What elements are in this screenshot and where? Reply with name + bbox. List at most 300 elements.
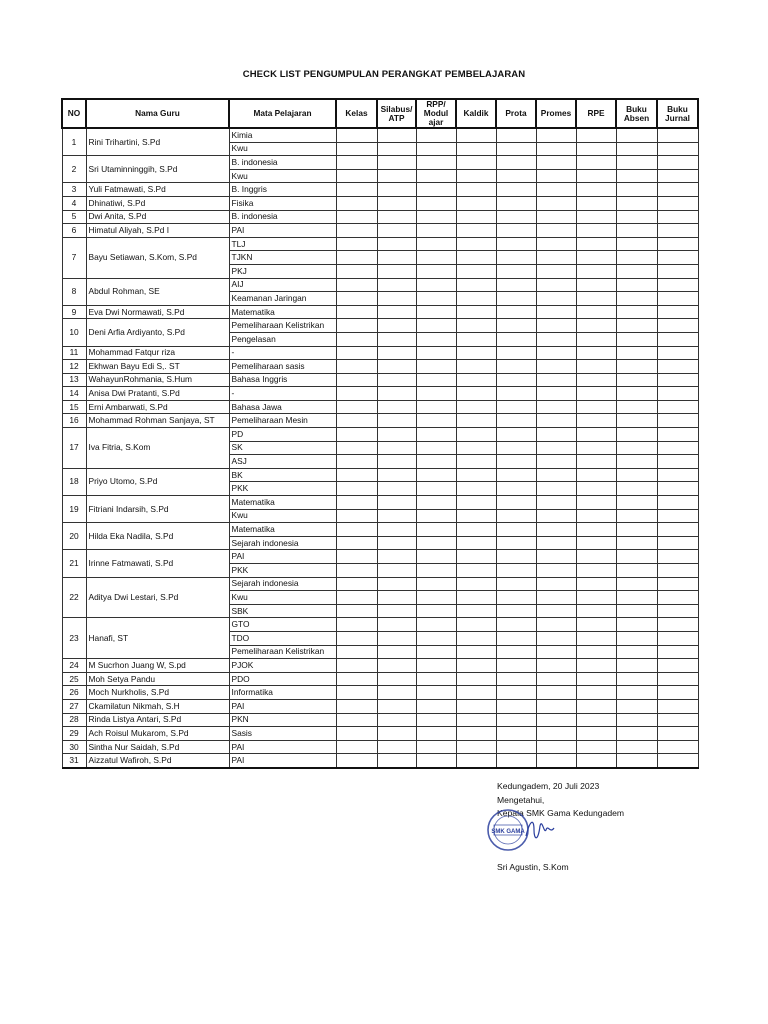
cell-mata-pelajaran: Matematika <box>229 305 336 319</box>
cell-silabus-checkbox <box>377 482 416 496</box>
cell-buku-absen-checkbox <box>616 414 657 428</box>
cell-nama-guru: Yuli Fatmawati, S.Pd <box>86 183 229 197</box>
cell-buku-absen-checkbox <box>616 455 657 469</box>
cell-mata-pelajaran: Sejarah indonesia <box>229 536 336 550</box>
cell-rpp-checkbox <box>416 292 456 306</box>
cell-buku-jurnal-checkbox <box>657 727 698 741</box>
table-row <box>62 360 698 374</box>
header-buku-absen: Buku Absen <box>616 99 657 128</box>
cell-promes-checkbox <box>536 591 576 605</box>
cell-buku-absen-checkbox <box>616 237 657 251</box>
cell-promes-checkbox <box>536 346 576 360</box>
cell-kelas-checkbox <box>336 672 377 686</box>
cell-rpe-checkbox <box>576 672 616 686</box>
cell-nama-guru: Rinda Listya Antari, S.Pd <box>86 713 229 727</box>
cell-prota-checkbox <box>496 577 536 591</box>
cell-promes-checkbox <box>536 400 576 414</box>
cell-silabus-checkbox <box>377 278 416 292</box>
cell-no: 4 <box>62 196 86 210</box>
cell-buku-jurnal-checkbox <box>657 278 698 292</box>
cell-buku-absen-checkbox <box>616 183 657 197</box>
cell-nama-guru: Hanafi, ST <box>86 618 229 659</box>
cell-kelas-checkbox <box>336 713 377 727</box>
cell-rpp-checkbox <box>416 360 456 374</box>
cell-no: 9 <box>62 305 86 319</box>
cell-buku-jurnal-checkbox <box>657 740 698 754</box>
cell-kaldik-checkbox <box>456 659 496 673</box>
cell-kaldik-checkbox <box>456 264 496 278</box>
cell-prota-checkbox <box>496 373 536 387</box>
cell-rpp-checkbox <box>416 128 456 142</box>
cell-mata-pelajaran: Bahasa Inggris <box>229 373 336 387</box>
cell-mata-pelajaran: Kwu <box>229 591 336 605</box>
cell-mata-pelajaran: PAI <box>229 740 336 754</box>
cell-buku-jurnal-checkbox <box>657 455 698 469</box>
cell-kelas-checkbox <box>336 740 377 754</box>
cell-kaldik-checkbox <box>456 754 496 768</box>
cell-mata-pelajaran: TDO <box>229 631 336 645</box>
cell-rpp-checkbox <box>416 564 456 578</box>
header-promes: Promes <box>536 99 576 128</box>
cell-rpe-checkbox <box>576 156 616 170</box>
cell-kaldik-checkbox <box>456 523 496 537</box>
cell-kaldik-checkbox <box>456 699 496 713</box>
cell-kaldik-checkbox <box>456 292 496 306</box>
place-date: Kedungadem, 20 Juli 2023 <box>497 781 600 791</box>
cell-buku-absen-checkbox <box>616 224 657 238</box>
cell-rpp-checkbox <box>416 577 456 591</box>
cell-promes-checkbox <box>536 564 576 578</box>
cell-mata-pelajaran: PKN <box>229 713 336 727</box>
cell-rpp-checkbox <box>416 740 456 754</box>
cell-prota-checkbox <box>496 169 536 183</box>
cell-nama-guru: Moh Setya Pandu <box>86 672 229 686</box>
cell-mata-pelajaran: PKK <box>229 482 336 496</box>
cell-kaldik-checkbox <box>456 672 496 686</box>
cell-buku-absen-checkbox <box>616 142 657 156</box>
cell-rpe-checkbox <box>576 482 616 496</box>
cell-rpp-checkbox <box>416 699 456 713</box>
cell-buku-jurnal-checkbox <box>657 604 698 618</box>
cell-kaldik-checkbox <box>456 156 496 170</box>
cell-kaldik-checkbox <box>456 564 496 578</box>
cell-silabus-checkbox <box>377 455 416 469</box>
cell-kaldik-checkbox <box>456 278 496 292</box>
cell-rpe-checkbox <box>576 332 616 346</box>
cell-mata-pelajaran: GTO <box>229 618 336 632</box>
cell-silabus-checkbox <box>377 224 416 238</box>
cell-rpp-checkbox <box>416 604 456 618</box>
cell-rpe-checkbox <box>576 455 616 469</box>
cell-rpp-checkbox <box>416 659 456 673</box>
table-row <box>62 523 698 537</box>
cell-buku-absen-checkbox <box>616 591 657 605</box>
cell-buku-absen-checkbox <box>616 645 657 659</box>
cell-buku-jurnal-checkbox <box>657 509 698 523</box>
cell-kelas-checkbox <box>336 564 377 578</box>
table-row <box>62 373 698 387</box>
cell-buku-jurnal-checkbox <box>657 183 698 197</box>
header-kelas: Kelas <box>336 99 377 128</box>
cell-buku-absen-checkbox <box>616 278 657 292</box>
cell-rpp-checkbox <box>416 645 456 659</box>
cell-silabus-checkbox <box>377 128 416 142</box>
cell-no: 5 <box>62 210 86 224</box>
cell-rpe-checkbox <box>576 591 616 605</box>
cell-buku-jurnal-checkbox <box>657 482 698 496</box>
cell-prota-checkbox <box>496 645 536 659</box>
cell-mata-pelajaran: AIJ <box>229 278 336 292</box>
cell-kelas-checkbox <box>336 169 377 183</box>
cell-buku-absen-checkbox <box>616 251 657 265</box>
cell-kelas-checkbox <box>336 482 377 496</box>
cell-promes-checkbox <box>536 360 576 374</box>
cell-buku-jurnal-checkbox <box>657 156 698 170</box>
cell-kaldik-checkbox <box>456 210 496 224</box>
cell-nama-guru: Deni Arfia Ardiyanto, S.Pd <box>86 319 229 346</box>
cell-no: 19 <box>62 496 86 523</box>
cell-rpp-checkbox <box>416 713 456 727</box>
cell-promes-checkbox <box>536 631 576 645</box>
cell-prota-checkbox <box>496 713 536 727</box>
cell-rpp-checkbox <box>416 237 456 251</box>
cell-buku-jurnal-checkbox <box>657 196 698 210</box>
cell-buku-absen-checkbox <box>616 387 657 401</box>
cell-no: 15 <box>62 400 86 414</box>
cell-no: 17 <box>62 428 86 469</box>
cell-prota-checkbox <box>496 482 536 496</box>
cell-silabus-checkbox <box>377 332 416 346</box>
signer-position: Kepala SMK Gama Kedungadem <box>497 808 625 818</box>
cell-buku-absen-checkbox <box>616 740 657 754</box>
cell-nama-guru: Aizzatul Wafiroh, S.Pd <box>86 754 229 768</box>
cell-kaldik-checkbox <box>456 224 496 238</box>
cell-kelas-checkbox <box>336 305 377 319</box>
cell-no: 22 <box>62 577 86 618</box>
cell-prota-checkbox <box>496 618 536 632</box>
cell-promes-checkbox <box>536 523 576 537</box>
cell-prota-checkbox <box>496 387 536 401</box>
cell-silabus-checkbox <box>377 727 416 741</box>
table-row <box>62 727 698 741</box>
cell-buku-jurnal-checkbox <box>657 305 698 319</box>
cell-kaldik-checkbox <box>456 237 496 251</box>
cell-rpp-checkbox <box>416 142 456 156</box>
cell-buku-absen-checkbox <box>616 305 657 319</box>
cell-buku-jurnal-checkbox <box>657 142 698 156</box>
cell-mata-pelajaran: B. indonesia <box>229 156 336 170</box>
cell-buku-jurnal-checkbox <box>657 428 698 442</box>
table-row <box>62 210 698 224</box>
cell-nama-guru: Dhinatiwi, S.Pd <box>86 196 229 210</box>
cell-kelas-checkbox <box>336 618 377 632</box>
cell-prota-checkbox <box>496 604 536 618</box>
cell-buku-jurnal-checkbox <box>657 373 698 387</box>
cell-mata-pelajaran: BK <box>229 468 336 482</box>
cell-rpp-checkbox <box>416 196 456 210</box>
cell-buku-jurnal-checkbox <box>657 128 698 142</box>
cell-prota-checkbox <box>496 754 536 768</box>
cell-silabus-checkbox <box>377 591 416 605</box>
cell-mata-pelajaran: Pemeliharaan sasis <box>229 360 336 374</box>
cell-prota-checkbox <box>496 509 536 523</box>
cell-no: 29 <box>62 727 86 741</box>
cell-mata-pelajaran: TJKN <box>229 251 336 265</box>
cell-buku-jurnal-checkbox <box>657 319 698 333</box>
school-stamp-icon <box>484 800 564 860</box>
cell-buku-absen-checkbox <box>616 196 657 210</box>
cell-prota-checkbox <box>496 564 536 578</box>
cell-silabus-checkbox <box>377 468 416 482</box>
table-row <box>62 196 698 210</box>
cell-no: 7 <box>62 237 86 278</box>
table-row <box>62 672 698 686</box>
document-title: CHECK LIST PENGUMPULAN PERANGKAT PEMBELAJARAN <box>242 69 526 80</box>
cell-nama-guru: Iva Fitria, S.Kom <box>86 428 229 469</box>
table-row <box>62 414 698 428</box>
cell-buku-jurnal-checkbox <box>657 672 698 686</box>
cell-buku-absen-checkbox <box>616 210 657 224</box>
cell-buku-jurnal-checkbox <box>657 564 698 578</box>
cell-rpp-checkbox <box>416 251 456 265</box>
cell-silabus-checkbox <box>377 183 416 197</box>
cell-kelas-checkbox <box>336 659 377 673</box>
cell-rpp-checkbox <box>416 332 456 346</box>
table-row <box>62 183 698 197</box>
cell-rpe-checkbox <box>576 210 616 224</box>
table-row <box>62 496 698 510</box>
cell-rpe-checkbox <box>576 468 616 482</box>
cell-promes-checkbox <box>536 210 576 224</box>
cell-no: 27 <box>62 699 86 713</box>
cell-mata-pelajaran: SBK <box>229 604 336 618</box>
cell-buku-absen-checkbox <box>616 727 657 741</box>
cell-buku-jurnal-checkbox <box>657 237 698 251</box>
cell-prota-checkbox <box>496 319 536 333</box>
cell-prota-checkbox <box>496 672 536 686</box>
cell-kelas-checkbox <box>336 387 377 401</box>
cell-promes-checkbox <box>536 740 576 754</box>
cell-prota-checkbox <box>496 156 536 170</box>
cell-buku-absen-checkbox <box>616 509 657 523</box>
table-row <box>62 128 698 142</box>
cell-kaldik-checkbox <box>456 169 496 183</box>
cell-buku-jurnal-checkbox <box>657 618 698 632</box>
cell-mata-pelajaran: Pemeliharaan Kelistrikan <box>229 645 336 659</box>
cell-mata-pelajaran: PAI <box>229 754 336 768</box>
cell-rpp-checkbox <box>416 455 456 469</box>
cell-buku-jurnal-checkbox <box>657 577 698 591</box>
cell-no: 23 <box>62 618 86 659</box>
cell-buku-absen-checkbox <box>616 468 657 482</box>
cell-mata-pelajaran: - <box>229 346 336 360</box>
table-row <box>62 400 698 414</box>
cell-promes-checkbox <box>536 754 576 768</box>
cell-kelas-checkbox <box>336 264 377 278</box>
cell-silabus-checkbox <box>377 509 416 523</box>
cell-prota-checkbox <box>496 346 536 360</box>
table-row <box>62 346 698 360</box>
table-row <box>62 686 698 700</box>
cell-promes-checkbox <box>536 387 576 401</box>
cell-no: 2 <box>62 156 86 183</box>
cell-buku-absen-checkbox <box>616 128 657 142</box>
cell-promes-checkbox <box>536 659 576 673</box>
cell-buku-absen-checkbox <box>616 713 657 727</box>
table-row <box>62 278 698 292</box>
cell-silabus-checkbox <box>377 292 416 306</box>
table-row <box>62 156 698 170</box>
cell-promes-checkbox <box>536 604 576 618</box>
table-row <box>62 428 698 442</box>
cell-kelas-checkbox <box>336 346 377 360</box>
cell-kelas-checkbox <box>336 292 377 306</box>
cell-buku-absen-checkbox <box>616 754 657 768</box>
cell-kelas-checkbox <box>336 591 377 605</box>
cell-rpe-checkbox <box>576 224 616 238</box>
cell-rpe-checkbox <box>576 441 616 455</box>
cell-silabus-checkbox <box>377 441 416 455</box>
cell-silabus-checkbox <box>377 713 416 727</box>
cell-promes-checkbox <box>536 713 576 727</box>
header-buku-jurnal: Buku Jurnal <box>657 99 698 128</box>
cell-buku-absen-checkbox <box>616 550 657 564</box>
cell-kelas-checkbox <box>336 400 377 414</box>
cell-rpp-checkbox <box>416 686 456 700</box>
cell-no: 12 <box>62 360 86 374</box>
cell-prota-checkbox <box>496 305 536 319</box>
cell-rpp-checkbox <box>416 373 456 387</box>
cell-rpp-checkbox <box>416 210 456 224</box>
cell-prota-checkbox <box>496 428 536 442</box>
cell-rpe-checkbox <box>576 509 616 523</box>
cell-rpp-checkbox <box>416 183 456 197</box>
cell-prota-checkbox <box>496 332 536 346</box>
cell-no: 25 <box>62 672 86 686</box>
cell-mata-pelajaran: Kwu <box>229 509 336 523</box>
cell-silabus-checkbox <box>377 645 416 659</box>
table-row <box>62 305 698 319</box>
cell-prota-checkbox <box>496 740 536 754</box>
cell-prota-checkbox <box>496 128 536 142</box>
cell-mata-pelajaran: PDO <box>229 672 336 686</box>
cell-silabus-checkbox <box>377 740 416 754</box>
cell-buku-jurnal-checkbox <box>657 591 698 605</box>
cell-silabus-checkbox <box>377 360 416 374</box>
cell-kaldik-checkbox <box>456 360 496 374</box>
cell-mata-pelajaran: Bahasa Jawa <box>229 400 336 414</box>
cell-buku-absen-checkbox <box>616 373 657 387</box>
cell-promes-checkbox <box>536 224 576 238</box>
header-kaldik: Kaldik <box>456 99 496 128</box>
cell-kelas-checkbox <box>336 509 377 523</box>
cell-kaldik-checkbox <box>456 509 496 523</box>
cell-rpe-checkbox <box>576 496 616 510</box>
cell-kelas-checkbox <box>336 414 377 428</box>
cell-kelas-checkbox <box>336 128 377 142</box>
cell-kaldik-checkbox <box>456 591 496 605</box>
cell-buku-absen-checkbox <box>616 496 657 510</box>
cell-mata-pelajaran: PAI <box>229 550 336 564</box>
header-rpe: RPE <box>576 99 616 128</box>
cell-kelas-checkbox <box>336 686 377 700</box>
cell-buku-jurnal-checkbox <box>657 523 698 537</box>
cell-silabus-checkbox <box>377 523 416 537</box>
cell-rpe-checkbox <box>576 387 616 401</box>
cell-kelas-checkbox <box>336 428 377 442</box>
cell-mata-pelajaran: - <box>229 387 336 401</box>
cell-prota-checkbox <box>496 278 536 292</box>
cell-promes-checkbox <box>536 305 576 319</box>
cell-rpp-checkbox <box>416 482 456 496</box>
cell-rpe-checkbox <box>576 564 616 578</box>
cell-prota-checkbox <box>496 414 536 428</box>
cell-nama-guru: M Sucrhon Juang W, S.pd <box>86 659 229 673</box>
cell-rpe-checkbox <box>576 196 616 210</box>
cell-rpp-checkbox <box>416 264 456 278</box>
cell-promes-checkbox <box>536 156 576 170</box>
cell-buku-jurnal-checkbox <box>657 713 698 727</box>
cell-prota-checkbox <box>496 264 536 278</box>
header-mata-pelajaran: Mata Pelajaran <box>229 99 336 128</box>
cell-rpp-checkbox <box>416 400 456 414</box>
cell-prota-checkbox <box>496 455 536 469</box>
cell-rpe-checkbox <box>576 550 616 564</box>
cell-buku-jurnal-checkbox <box>657 251 698 265</box>
cell-silabus-checkbox <box>377 672 416 686</box>
cell-rpe-checkbox <box>576 183 616 197</box>
cell-prota-checkbox <box>496 659 536 673</box>
cell-kelas-checkbox <box>336 142 377 156</box>
cell-mata-pelajaran: TLJ <box>229 237 336 251</box>
cell-mata-pelajaran: ASJ <box>229 455 336 469</box>
cell-rpp-checkbox <box>416 509 456 523</box>
table-row <box>62 237 698 251</box>
cell-buku-absen-checkbox <box>616 686 657 700</box>
cell-nama-guru: Mohammad Fatqur riza <box>86 346 229 360</box>
cell-mata-pelajaran: B. indonesia <box>229 210 336 224</box>
cell-kaldik-checkbox <box>456 727 496 741</box>
cell-kaldik-checkbox <box>456 319 496 333</box>
cell-kelas-checkbox <box>336 183 377 197</box>
cell-buku-jurnal-checkbox <box>657 699 698 713</box>
cell-prota-checkbox <box>496 523 536 537</box>
cell-rpp-checkbox <box>416 169 456 183</box>
cell-rpp-checkbox <box>416 346 456 360</box>
cell-silabus-checkbox <box>377 564 416 578</box>
table-row <box>62 754 698 768</box>
cell-buku-absen-checkbox <box>616 604 657 618</box>
cell-kelas-checkbox <box>336 319 377 333</box>
table-row <box>62 659 698 673</box>
cell-mata-pelajaran: PAI <box>229 224 336 238</box>
cell-mata-pelajaran: Kwu <box>229 169 336 183</box>
cell-promes-checkbox <box>536 169 576 183</box>
cell-silabus-checkbox <box>377 400 416 414</box>
cell-prota-checkbox <box>496 224 536 238</box>
table-row <box>62 577 698 591</box>
cell-buku-jurnal-checkbox <box>657 224 698 238</box>
cell-rpe-checkbox <box>576 727 616 741</box>
cell-rpp-checkbox <box>416 319 456 333</box>
cell-rpe-checkbox <box>576 264 616 278</box>
cell-mata-pelajaran: Keamanan Jaringan <box>229 292 336 306</box>
cell-no: 8 <box>62 278 86 305</box>
cell-promes-checkbox <box>536 332 576 346</box>
cell-silabus-checkbox <box>377 550 416 564</box>
cell-promes-checkbox <box>536 142 576 156</box>
cell-mata-pelajaran: B. Inggris <box>229 183 336 197</box>
